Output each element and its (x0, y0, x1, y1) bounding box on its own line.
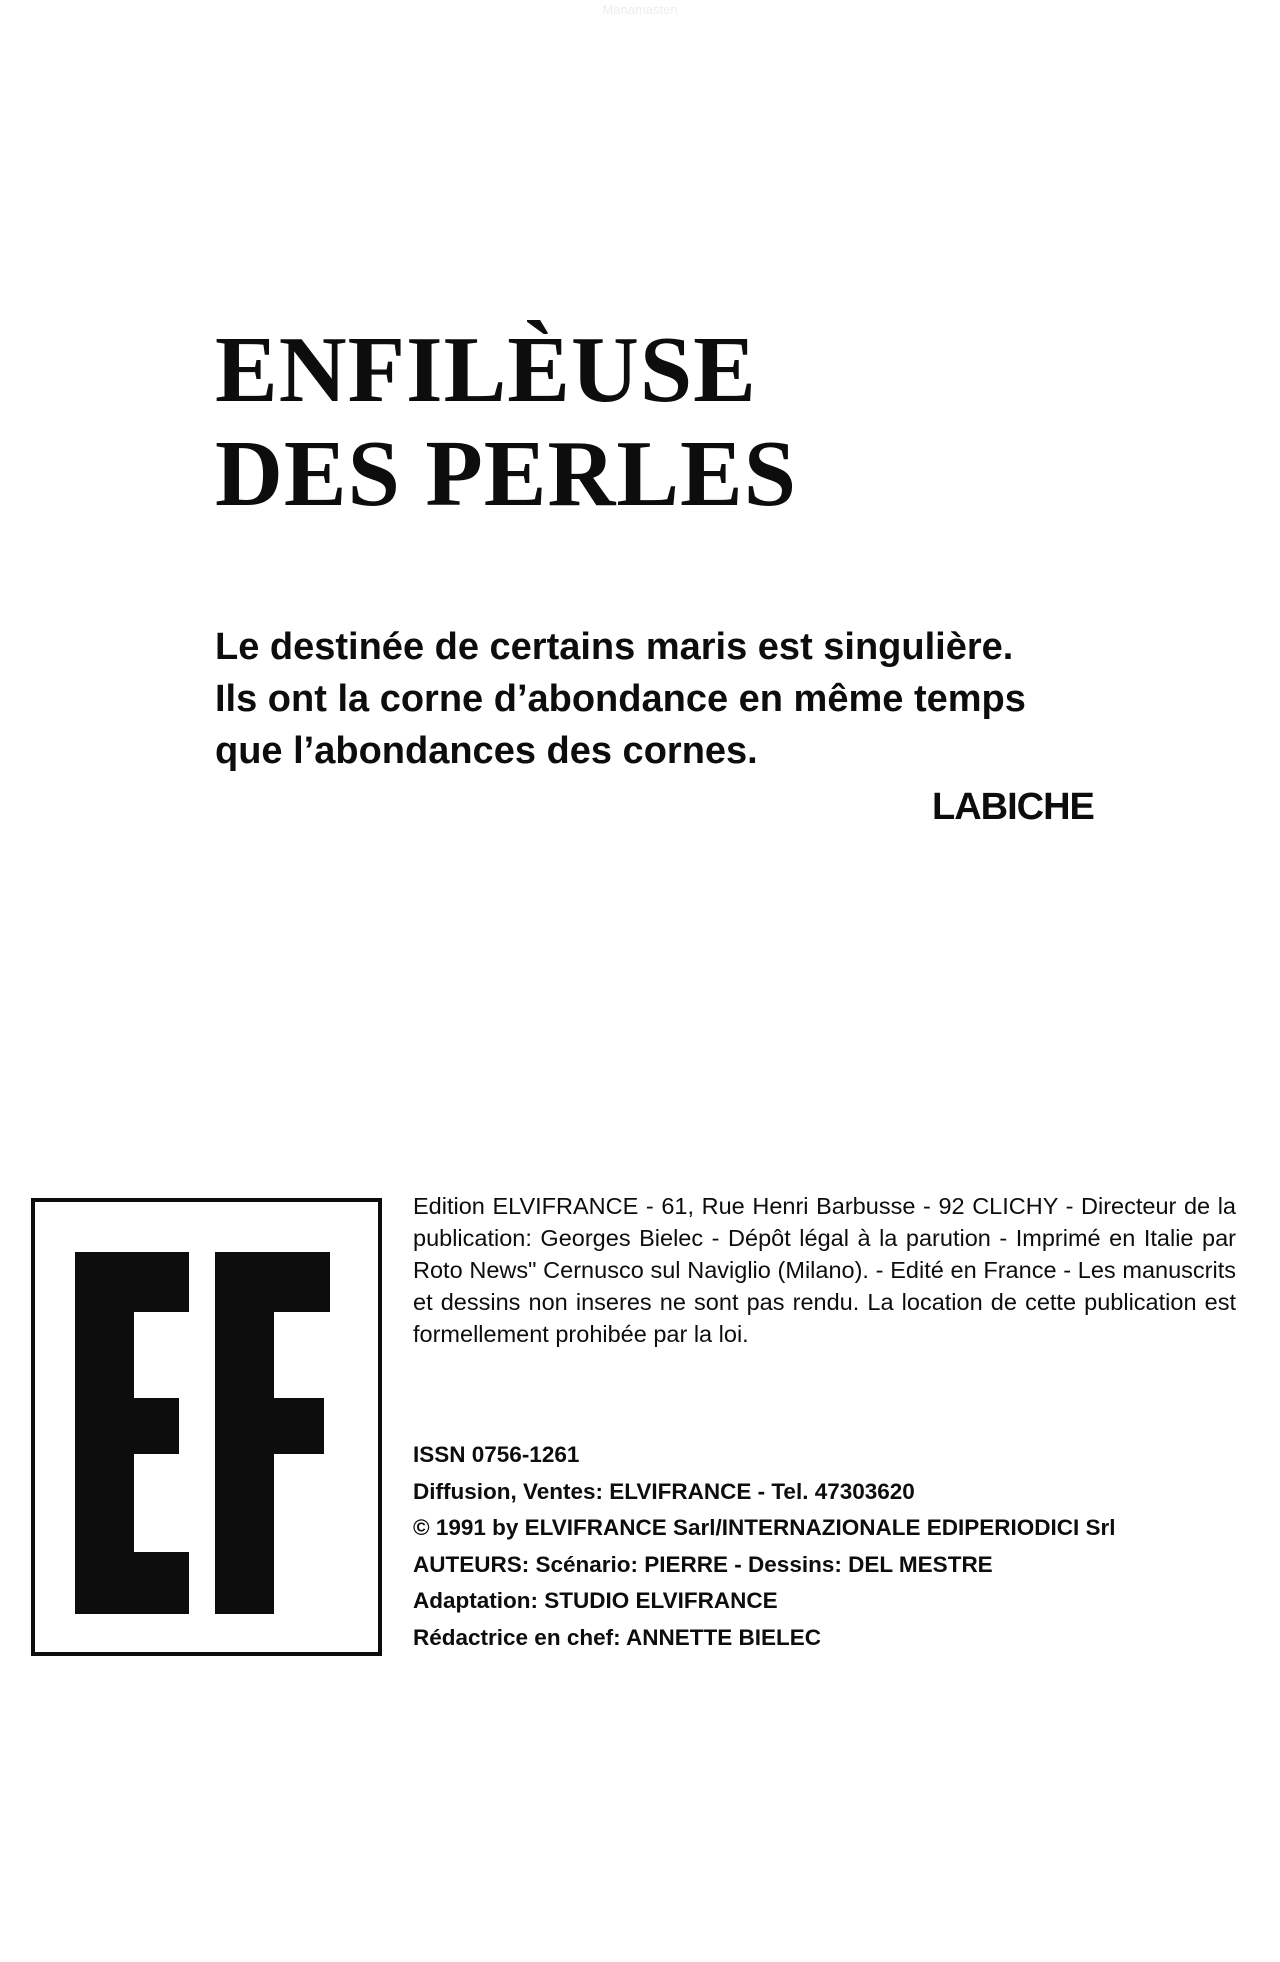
authors-line: AUTEURS: Scénario: PIERRE - Dessins: DEL MESTRE (413, 1551, 993, 1577)
ef-logo-icon (35, 1202, 378, 1652)
publication-imprint: Edition ELVIFRANCE - 61, Rue Henri Barbusse - 92 CLICHY - Directeur de la publication: Georges Bielec - Dépôt légal à la parution - Imprimé en Italie par Roto News" Cernusco sul Naviglio (Milano). - Edité en France - Les manuscrits et dessins non inseres ne sont pas rendu. La location de cette publication est formellement prohibée par la loi. (413, 1193, 1236, 1347)
title-line-1: ENFILÈUSE (215, 318, 757, 422)
logo-letter-e-bottom-arm (75, 1552, 189, 1614)
page-title (215, 318, 797, 526)
logo-letter-f-top-arm (215, 1252, 330, 1312)
logo-letter-e-middle-arm (75, 1398, 179, 1454)
logo-letter-e-top-arm (75, 1252, 189, 1312)
quote-line-2: Ils ont la corne d’abondance en même temps (215, 678, 1026, 720)
quote-line-1: Le destinée de certains maris est singulière. (215, 626, 1014, 668)
adaptation-line: Adaptation: STUDIO ELVIFRANCE (413, 1588, 778, 1614)
title-line-2: DES PERLES (215, 422, 798, 526)
logo-letter-f-middle-arm (215, 1398, 324, 1454)
credits-block (413, 1437, 1116, 1657)
quote-line-3: que l’abondances des cornes. (215, 730, 758, 772)
copyright-line: © 1991 by ELVIFRANCE Sarl/INTERNAZIONALE EDIPERIODICI Srl (413, 1515, 1116, 1541)
diffusion-line: Diffusion, Ventes: ELVIFRANCE - Tel. 47303620 (413, 1478, 915, 1504)
editor-in-chief-line: Rédactrice en chef: ANNETTE BIELEC (413, 1624, 821, 1650)
epigraph-quote (215, 621, 1026, 777)
quote-author: LABICHE (932, 786, 1094, 828)
publisher-logo (31, 1198, 382, 1656)
issn-line: ISSN 0756-1261 (413, 1442, 580, 1467)
watermark: Manamasten (602, 2, 678, 17)
